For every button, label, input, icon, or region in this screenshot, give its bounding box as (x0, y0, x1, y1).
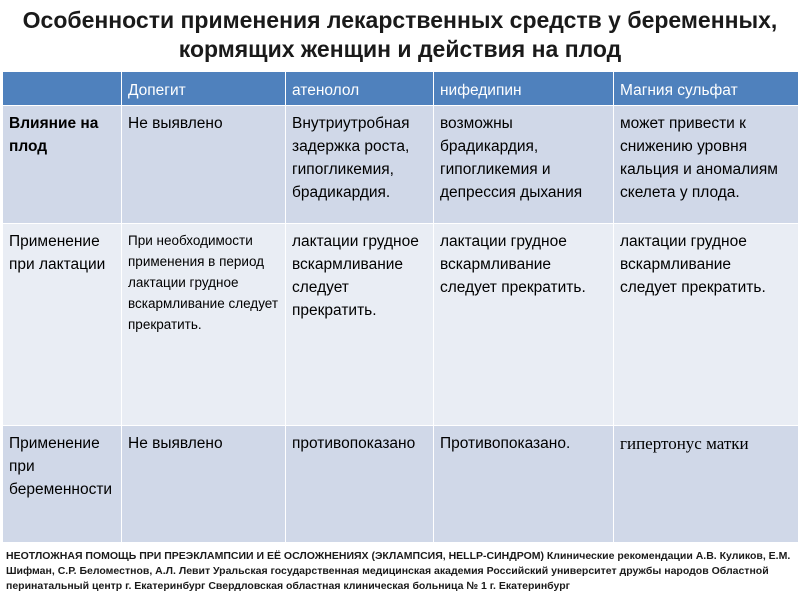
row-label-lactation: Применение при лактации (3, 224, 122, 426)
table-cell: противопоказано (286, 426, 434, 543)
slide-title-line-2: кормящих женщин и действия на плод (178, 36, 622, 62)
table-header-atenolol: атенолол (286, 72, 434, 106)
table-cell: возможны брадикардия, гипогликемия и депрессия дыхания (434, 106, 614, 224)
table-cell: Не выявлено (122, 426, 286, 543)
table-header-magnesium-sulfate: Магния сульфат (614, 72, 799, 106)
table-cell: При необходимости применения в период лактации грудное вскармливание следует прекратить. (122, 224, 286, 426)
table-cell: лактации грудное вскармливание следует прекратить. (286, 224, 434, 426)
row-label-pregnancy: Применение при беременности (3, 426, 122, 543)
table-cell: гипертонус матки (614, 426, 799, 543)
reference-footnote: НЕОТЛОЖНАЯ ПОМОЩЬ ПРИ ПРЕЭКЛАМПСИИ И ЕЁ ОСЛОЖНЕНИЯХ (ЭКЛАМПСИЯ, HELLP-СИНДРОМ) Клинические рекомендации А.В. Куликов, Е.М. Шифман, С.Р. Беломестнов, А.Л. Левит Уральская государственная медицинская академия Российский университет дружбы народов Областной перинатальный центр г. Екатеринбург Свердловская областная клиническая больница № 1 г. Екатеринбург (6, 550, 791, 592)
table-cell: Противопоказано. (434, 426, 614, 543)
table-row (3, 224, 799, 426)
table-header-row (3, 72, 799, 106)
row-label-fetus-effect: Влияние на плод (3, 106, 122, 224)
table-cell: Внутриутробная задержка роста, гипогликемия, брадикардия. (286, 106, 434, 224)
table-row (3, 106, 799, 224)
slide-title-line-1: Особенности применения лекарственных средств у беременных, (22, 7, 778, 33)
table-cell: лактации грудное вскармливание следует прекратить. (614, 224, 799, 426)
table-header-dopegit: Допегит (122, 72, 286, 106)
table-cell: может привести к снижению уровня кальция и аномалиям скелета у плода. (614, 106, 799, 224)
table-cell: Не выявлено (122, 106, 286, 224)
table-header-nifedipine: нифедипин (434, 72, 614, 106)
table-header-empty (3, 72, 122, 106)
table-row (3, 426, 799, 543)
slide-title (0, 6, 800, 64)
table-cell: лактации грудное вскармливание следует прекратить. (434, 224, 614, 426)
drug-comparison-table (2, 71, 799, 543)
